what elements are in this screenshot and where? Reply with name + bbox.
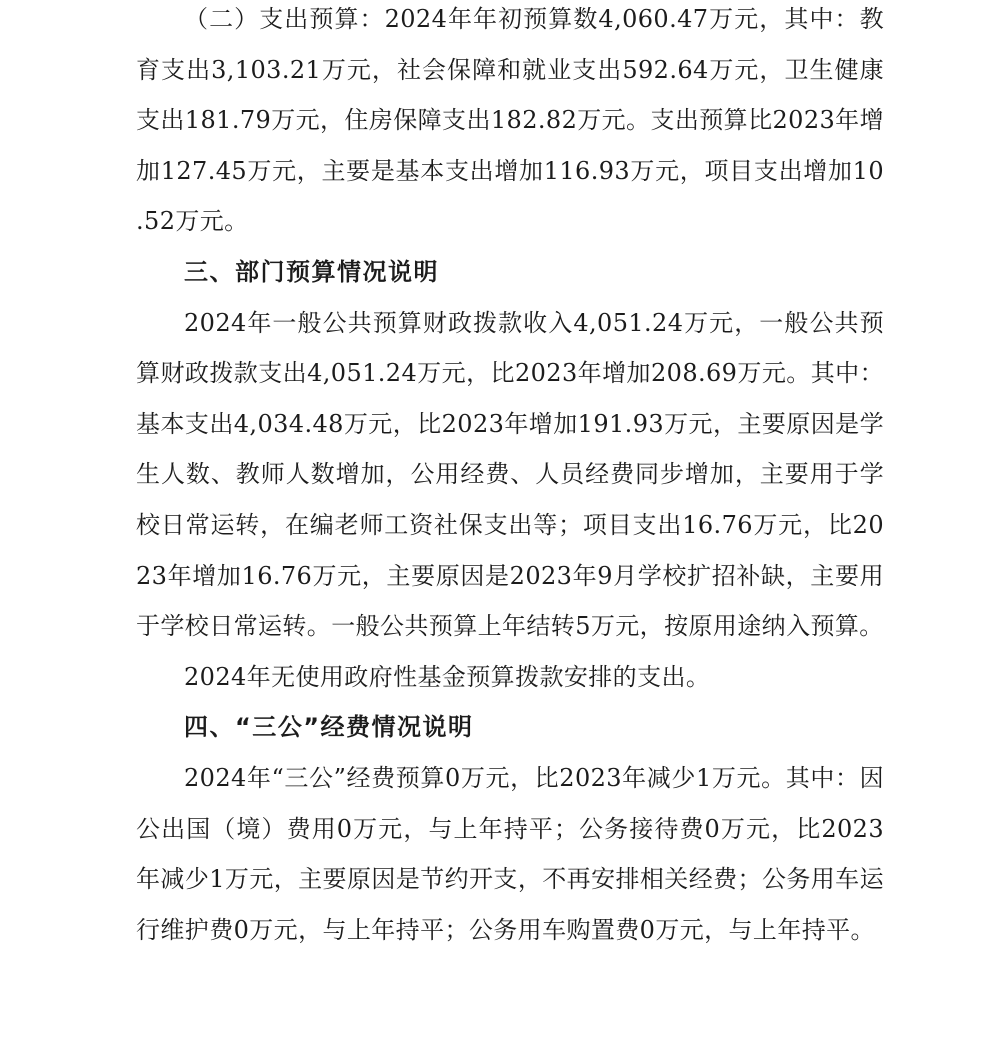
government-fund-paragraph: 2024年无使用政府性基金预算拨款安排的支出。	[184, 662, 711, 691]
three-public-expenses-paragraph: 2024年“三公”经费预算0万元，比2023年减少1万元。其中：因公出国（境）费用0万元，与上年持平；公务接待费0万元，比2023年减少1万元，主要原因是节约开支，不再安排相关经费；公务用车运行维护费0万元，与上年持平；公务用车购置费0万元，与上年持平。	[136, 763, 884, 944]
general-budget-paragraph: 2024年一般公共预算财政拨款收入4,051.24万元，一般公共预算财政拨款支出4,051.24万元，比2023年增加208.69万元。其中：基本支出4,034.48万元，比2023年增加191.93万元，主要原因是学生人数、教师人数增加，公用经费、人员经费同步增加，主要用于学校日常运转，在编老师工资社保支出等；项目支出16.76万元，比2023年增加16.76万元，主要原因是2023年9月学校扩招补缺，主要用于学校日常运转。一般公共预算上年结转5万元，按原用途纳入预算。	[136, 308, 884, 641]
section-heading-department-budget: 三、部门预算情况说明	[184, 257, 439, 286]
section-heading-three-public-expenses: 四、“三公”经费情况说明	[184, 713, 474, 742]
expenditure-budget-paragraph: （二）支出预算：2024年年初预算数4,060.47万元，其中：教育支出3,103.21万元，社会保障和就业支出592.64万元，卫生健康支出181.79万元，住房保障支出182.82万元。支出预算比2023年增加127.45万元，主要是基本支出增加116.93万元，项目支出增加10.52万元。	[136, 5, 884, 236]
document-page	[136, 0, 884, 955]
